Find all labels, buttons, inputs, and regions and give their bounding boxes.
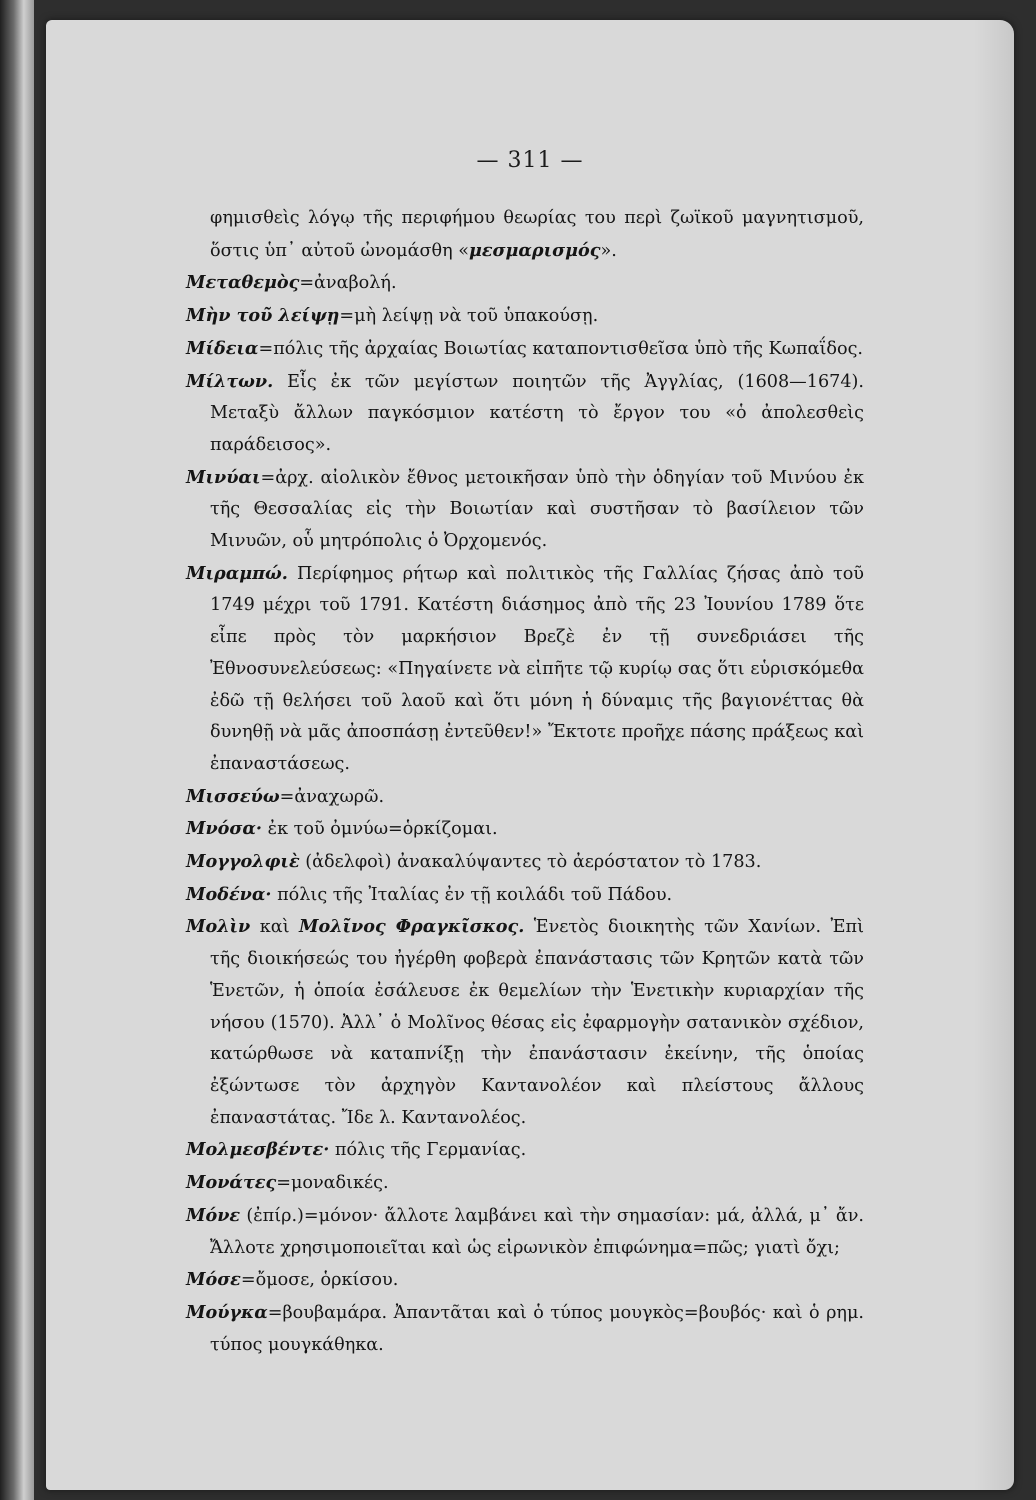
entry-milton: Μίλτων. Εἷς ἐκ τῶν μεγίστων ποιητῶν τῆς Ἀγγλίας, (1608—1674). Μεταξὺ ἄλλων παγκόσμιον κατέστη τὸ ἔργον του «ὁ ἀπολεσθεὶς παράδεισος». [186,370,864,455]
entry-misseyo: Μισσεύω=ἀναχωρῶ. [186,785,385,807]
entry-min-tou-leipsi: Μὴν τοῦ λείψῃ=μὴ λείψῃ νὰ τοῦ ὑπακούσῃ. [186,305,599,327]
book-page [46,20,1014,1490]
entry-mideia: Μίδεια=πόλις τῆς ἀρχαίας Βοιωτίας καταποντισθεῖσα ὑπὸ τῆς Κωπαΐδος. [186,337,864,359]
headword: Μίλτων. [186,370,274,392]
entry-continuation: φημισθεὶς λόγῳ τῆς περιφήμου θεωρίας του περὶ ζωϊκοῦ μαγνητισμοῦ, ὅστις ὑπ᾽ αὐτοῦ ὠνομάσθη «μεσμαρισμός». [210,208,864,261]
headword: Μονάτες [186,1172,277,1194]
headword-secondary: Μολῖνος Φραγκῖσκος. [299,916,525,938]
headword: Μιραμπώ. [186,562,288,584]
entry-molmesvente: Μολμεσβέντε· πόλις τῆς Γερμανίας. [186,1139,527,1161]
page-number: — 311 — [476,148,584,173]
page-shadow [974,20,1014,1490]
headword: Μοδένα· [186,883,272,905]
headword: Μνόσα· [186,818,263,840]
headword: Μὴν τοῦ λείψῃ [186,305,340,327]
headword: Μογγολφιὲ [186,851,300,873]
entry-montgolfier: Μογγολφιὲ (ἀδελφοὶ) ἀνακαλύψαντες τὸ ἀερόστατον τὸ 1783. [186,851,762,873]
headword: Μόνε [186,1204,241,1226]
headword: Μόσε [186,1269,241,1291]
entry-modena: Μοδένα· πόλις τῆς Ἰταλίας ἐν τῇ κοιλάδι τοῦ Πάδου. [186,883,673,905]
headword: Μολμεσβέντε· [186,1139,330,1161]
headword: Μισσεύω [186,785,280,807]
page-text [186,203,864,1361]
facing-page-edge [0,0,34,1500]
headword: Μολὶν [186,916,251,938]
entry-molin: Μολὶν καὶ Μολῖνος Φραγκῖσκος. Ἑνετὸς διοικητὴς τῶν Χανίων. Ἐπὶ τῆς διοικήσεώς του ἠγέρθη φοβερὰ ἐπανάστασις τῶν Κρητῶν κατὰ τῶν Ἑνετῶν, ἡ ὁποία ἐσάλευσε ἐκ θεμελίων τὴν Ἑνετικὴν κυριαρχίαν τῆς νήσου (1570). Ἀλλ᾽ ὁ Μολῖνος θέσας εἰς ἐφαρμογὴν σατανικὸν σχέδιον, κατώρθωσε νὰ καταπνίξῃ τὴν ἐπανάστασιν ἐκείνην, τῆς ὁποίας ἐξώντωσε τὸν ἀρχηγὸν Καντανολέον καὶ πλείστους ἄλλους ἐπαναστάτας. Ἴδε λ. Καντανολέος. [186,916,864,1128]
headword: Μινύαι [186,466,261,488]
entry-mirabeau: Μιραμπώ. Περίφημος ρήτωρ καὶ πολιτικὸς τῆς Γαλλίας ζήσας ἀπὸ τοῦ 1749 μέχρι τοῦ 1791. Κατέστη διάσημος ἀπὸ τῆς 23 Ἰουνίου 1789 ὅτε εἶπε πρὸς τὸν μαρκήσιον Βρεζὲ ἐν τῇ συνεδριάσει τῆς Ἐθνοσυνελεύσεως: «Πηγαίνετε νὰ εἰπῆτε τῷ κυρίῳ σας ὅτι εὑρισκόμεθα ἐδῶ τῇ θελήσει τοῦ λαοῦ καὶ ὅτι μόνη ἡ δύναμις τῆς βαγιονέττας θὰ δυνηθῇ νὰ μᾶς ἀποσπάσῃ ἐντεῦθεν!» Ἔκτοτε προῆχε πάσης πράξεως καὶ ἐπαναστάσεως. [186,562,864,774]
entry-metathemos: Μεταθεμὸς=ἀναβολή. [186,272,397,294]
entry-mnosa: Μνόσα· ἐκ τοῦ ὀμνύω=ὁρκίζομαι. [186,818,498,840]
headword: Μούγκα [186,1301,268,1323]
entry-mone: Μόνε (ἐπίρ.)=μόνον· ἄλλοτε λαμβάνει καὶ τὴν σημασίαν: μά, ἀλλά, μ᾽ ἄν. Ἄλλοτε χρησιμοποιεῖται καὶ ὡς εἰρωνικὸν ἐπιφώνημα=πῶς; γιατὶ ὄχι; [186,1204,864,1258]
entry-mougka: Μούγκα=βουβαμάρα. Ἀπαντᾶται καὶ ὁ τύπος μουγκὸς=βουβός· καὶ ὁ ρημ. τύπος μουγκάθηκα. [186,1301,864,1355]
headword: Μεταθεμὸς [186,272,300,294]
entry-mose: Μόσε=ὄμοσε, ὁρκίσου. [186,1269,399,1291]
headword: Μίδεια [186,337,259,359]
entry-monates: Μονάτες=μοναδικές. [186,1172,389,1194]
entry-minyai: Μινύαι=ἀρχ. αἰολικὸν ἔθνος μετοικῆσαν ὑπὸ τὴν ὁδηγίαν τοῦ Μινύου ἐκ τῆς Θεσσαλίας εἰς τὴν Βοιωτίαν καὶ συστῆσαν τὸ βασίλειον τῶν Μινυῶν, οὗ μητρόπολις ὁ Ὀρχομενός. [186,466,864,552]
